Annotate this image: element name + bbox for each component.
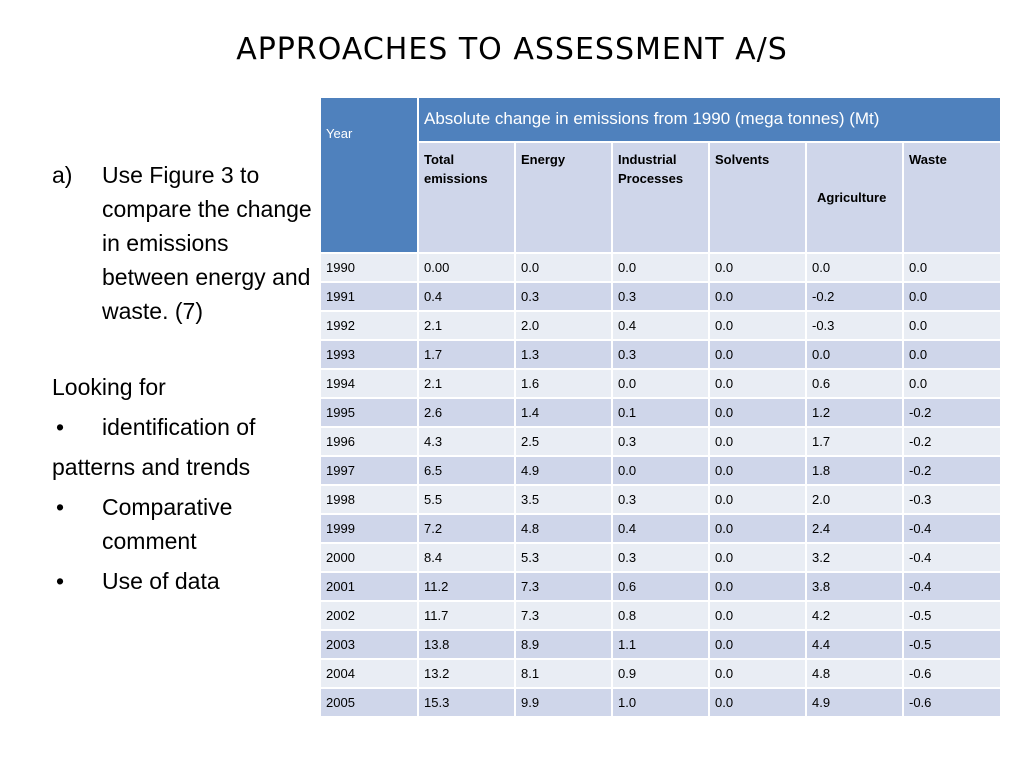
emissions-table: [319, 96, 1002, 718]
table-cell: 0.4: [612, 311, 709, 340]
question-text: Use Figure 3 to compare the change in emissions between energy and waste. (7): [102, 162, 312, 324]
table-row: [320, 514, 1001, 543]
column-header-agriculture: Agriculture: [806, 142, 903, 253]
table-cell: 1.0: [612, 688, 709, 717]
table-cell: 2.1: [418, 369, 515, 398]
table-cell: 0.0: [709, 601, 806, 630]
table-row: [320, 456, 1001, 485]
table-cell: 3.2: [806, 543, 903, 572]
table-cell: 1.4: [515, 398, 612, 427]
table-cell: 0.0: [903, 340, 1001, 369]
year-cell: 1997: [320, 456, 418, 485]
year-cell: 1998: [320, 485, 418, 514]
table-cell: 2.6: [418, 398, 515, 427]
table-cell: 0.0: [612, 456, 709, 485]
table-cell: 13.8: [418, 630, 515, 659]
table-cell: -0.4: [903, 543, 1001, 572]
looking-for-heading: Looking for: [52, 374, 166, 400]
table-cell: -0.2: [903, 398, 1001, 427]
table-cell: 7.3: [515, 601, 612, 630]
table-row: [320, 427, 1001, 456]
table-cell: 0.0: [709, 485, 806, 514]
criteria-item: [52, 410, 314, 444]
table-cell: 1.2: [806, 398, 903, 427]
table-cell: 0.3: [612, 427, 709, 456]
criteria-text: Use of data: [102, 568, 220, 594]
year-cell: 2004: [320, 659, 418, 688]
table-row: [320, 688, 1001, 717]
table-cell: 0.3: [612, 543, 709, 572]
table-cell: 0.0: [612, 369, 709, 398]
column-header-industrial: Industrial Processes: [612, 142, 709, 253]
table-cell: 0.0: [903, 369, 1001, 398]
criteria-item: [52, 490, 314, 558]
year-cell: 2005: [320, 688, 418, 717]
table-cell: 2.0: [806, 485, 903, 514]
table-cell: 1.7: [806, 427, 903, 456]
year-cell: 1991: [320, 282, 418, 311]
table-cell: 8.1: [515, 659, 612, 688]
table-cell: 1.7: [418, 340, 515, 369]
year-cell: 1993: [320, 340, 418, 369]
table-cell: 0.0: [709, 659, 806, 688]
column-header-solvents: Solvents: [709, 142, 806, 253]
table-cell: 1.6: [515, 369, 612, 398]
year-cell: 1992: [320, 311, 418, 340]
table-cell: 0.0: [709, 369, 806, 398]
table-cell: -0.4: [903, 514, 1001, 543]
table-cell: 0.0: [612, 253, 709, 282]
table-row: [320, 340, 1001, 369]
table-cell: 8.9: [515, 630, 612, 659]
table-cell: 0.0: [709, 311, 806, 340]
year-cell: 1990: [320, 253, 418, 282]
bullet-icon: •: [56, 568, 65, 594]
table-row: [320, 369, 1001, 398]
year-cell: 1994: [320, 369, 418, 398]
table-cell: 0.4: [418, 282, 515, 311]
table-row: [320, 630, 1001, 659]
table-cell: 4.9: [806, 688, 903, 717]
table-cell: 0.0: [709, 456, 806, 485]
table-cell: 0.0: [709, 253, 806, 282]
question-label: a): [52, 162, 73, 188]
year-cell: 1995: [320, 398, 418, 427]
table-row: [320, 253, 1001, 282]
bullet-icon: •: [56, 414, 65, 440]
table-cell: 4.8: [515, 514, 612, 543]
table-cell: 0.0: [709, 340, 806, 369]
table-cell: 11.7: [418, 601, 515, 630]
table-cell: 4.8: [806, 659, 903, 688]
year-cell: 2003: [320, 630, 418, 659]
table-cell: -0.2: [903, 427, 1001, 456]
table-cell: -0.4: [903, 572, 1001, 601]
year-cell: 2000: [320, 543, 418, 572]
table-cell: 9.9: [515, 688, 612, 717]
table-row: [320, 398, 1001, 427]
table-cell: 0.0: [709, 688, 806, 717]
table-cell: 3.5: [515, 485, 612, 514]
table-cell: 0.3: [612, 485, 709, 514]
table-row: [320, 485, 1001, 514]
table-cell: -0.5: [903, 630, 1001, 659]
table-cell: 7.2: [418, 514, 515, 543]
year-header: Year: [320, 97, 418, 253]
table-cell: 1.1: [612, 630, 709, 659]
table-cell: 2.1: [418, 311, 515, 340]
table-cell: 0.0: [903, 311, 1001, 340]
table-cell: 0.4: [612, 514, 709, 543]
table-cell: 0.0: [709, 630, 806, 659]
criteria-continuation: patterns and trends: [52, 454, 251, 480]
table-cell: 0.6: [806, 369, 903, 398]
table-cell: 0.0: [709, 427, 806, 456]
table-cell: 4.2: [806, 601, 903, 630]
table-cell: 15.3: [418, 688, 515, 717]
table-cell: 4.4: [806, 630, 903, 659]
table-cell: 0.3: [515, 282, 612, 311]
table-cell: -0.2: [903, 456, 1001, 485]
criteria-text: Comparative comment: [102, 494, 233, 554]
table-row: [320, 282, 1001, 311]
table-cell: 2.4: [806, 514, 903, 543]
table-cell: 1.8: [806, 456, 903, 485]
bullet-icon: •: [56, 494, 65, 520]
table-cell: 0.0: [709, 282, 806, 311]
year-cell: 1996: [320, 427, 418, 456]
table-cell: 0.1: [612, 398, 709, 427]
question-panel: [52, 158, 314, 598]
table-row: [320, 601, 1001, 630]
table-row: [320, 572, 1001, 601]
table-cell: -0.3: [806, 311, 903, 340]
table-cell: 4.3: [418, 427, 515, 456]
table-cell: -0.5: [903, 601, 1001, 630]
table-cell: -0.2: [806, 282, 903, 311]
year-cell: 1999: [320, 514, 418, 543]
table-cell: 0.0: [709, 543, 806, 572]
table-cell: 6.5: [418, 456, 515, 485]
table-cell: 0.0: [515, 253, 612, 282]
year-cell: 2002: [320, 601, 418, 630]
table-cell: 3.8: [806, 572, 903, 601]
table-cell: 2.0: [515, 311, 612, 340]
table-cell: 5.5: [418, 485, 515, 514]
main-header: Absolute change in emissions from 1990 (mega tonnes) (Mt): [418, 97, 1001, 142]
table-cell: 2.5: [515, 427, 612, 456]
table-cell: 0.0: [709, 514, 806, 543]
table-cell: 0.0: [709, 398, 806, 427]
criteria-item: [52, 564, 314, 598]
table-cell: 0.6: [612, 572, 709, 601]
table-cell: 0.0: [709, 572, 806, 601]
table-cell: 13.2: [418, 659, 515, 688]
table-cell: 0.3: [612, 340, 709, 369]
column-header-waste: Waste: [903, 142, 1001, 253]
table-cell: 4.9: [515, 456, 612, 485]
table-cell: 5.3: [515, 543, 612, 572]
criteria-text: identification of: [102, 414, 256, 440]
table-cell: 0.8: [612, 601, 709, 630]
table-cell: 0.3: [612, 282, 709, 311]
year-cell: 2001: [320, 572, 418, 601]
column-header-total: Total emissions: [418, 142, 515, 253]
table-row: [320, 543, 1001, 572]
table-cell: -0.6: [903, 659, 1001, 688]
table-cell: 0.9: [612, 659, 709, 688]
table-cell: -0.6: [903, 688, 1001, 717]
table-row: [320, 311, 1001, 340]
table-cell: 11.2: [418, 572, 515, 601]
table-row: [320, 659, 1001, 688]
page-title: APPROACHES TO ASSESSMENT A/S: [236, 32, 788, 67]
table-cell: 1.3: [515, 340, 612, 369]
table-cell: 0.00: [418, 253, 515, 282]
table-cell: 0.0: [806, 253, 903, 282]
table-cell: 0.0: [903, 253, 1001, 282]
column-header-energy: Energy: [515, 142, 612, 253]
table-cell: 0.0: [903, 282, 1001, 311]
table-cell: -0.3: [903, 485, 1001, 514]
table-cell: 0.0: [806, 340, 903, 369]
table-cell: 8.4: [418, 543, 515, 572]
table-cell: 7.3: [515, 572, 612, 601]
question: [52, 158, 314, 328]
